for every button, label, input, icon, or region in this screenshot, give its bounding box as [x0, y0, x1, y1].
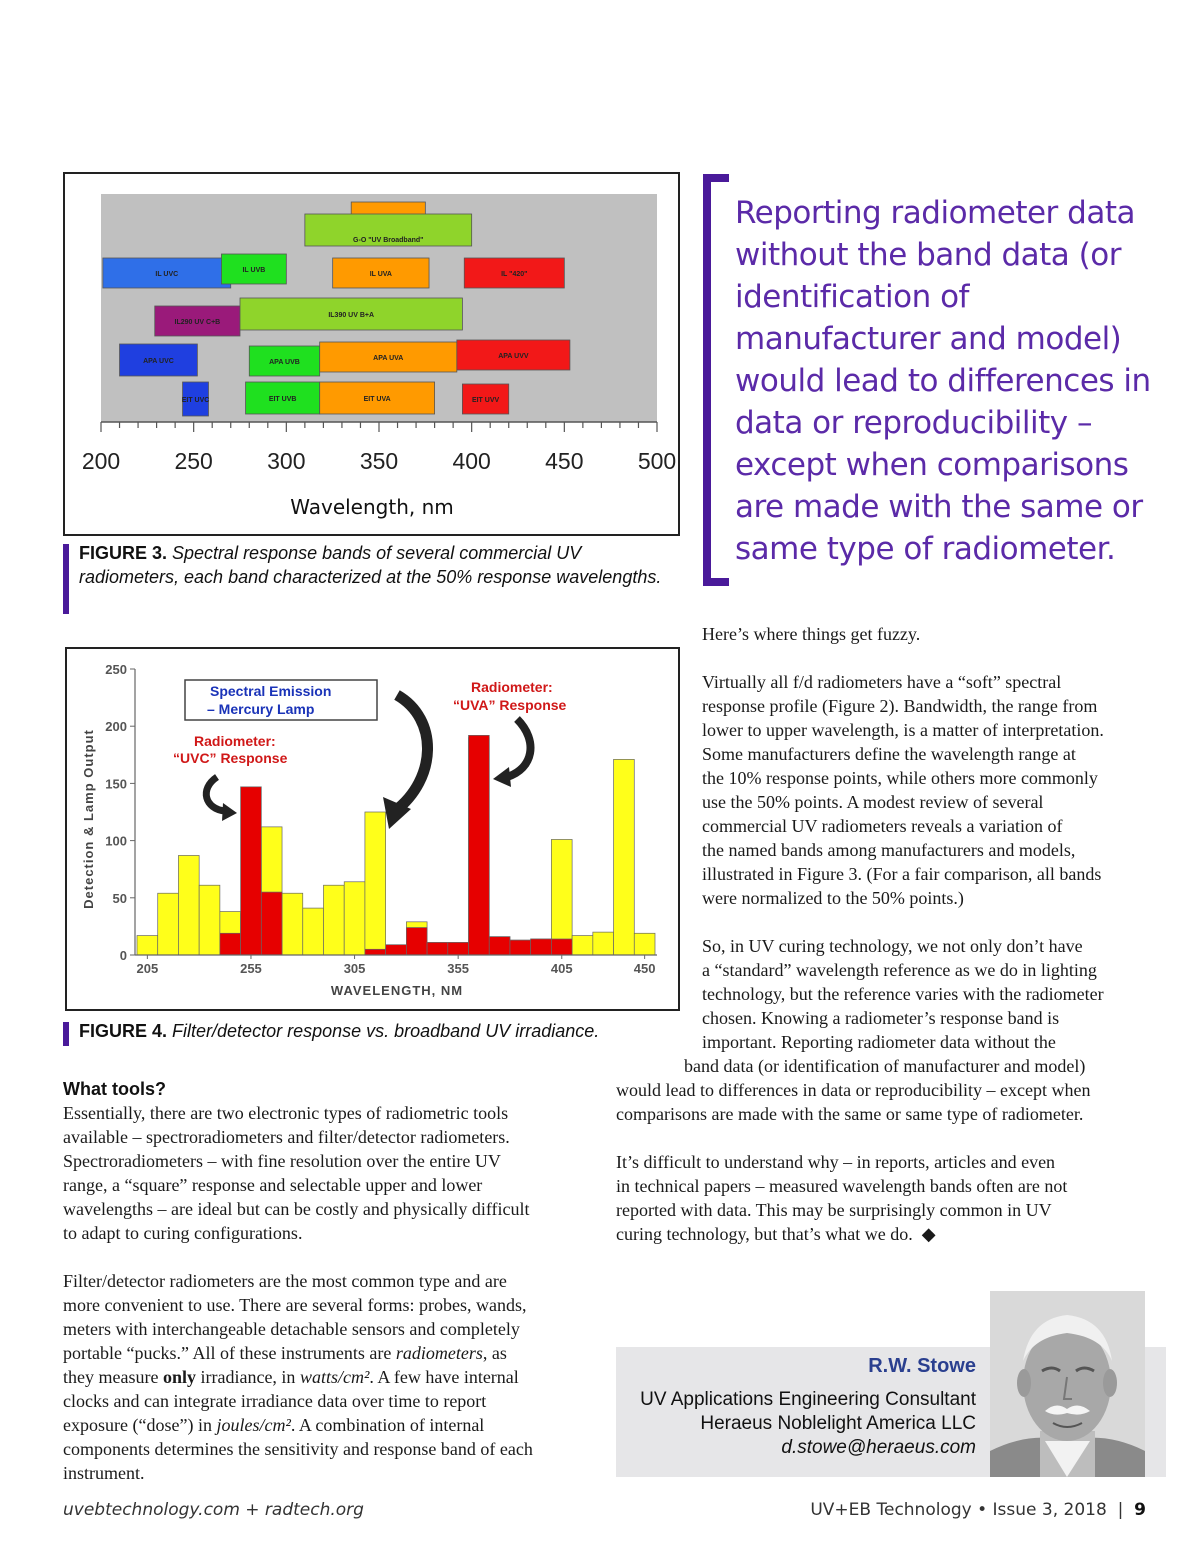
paragraph-standard-reference	[702, 934, 1162, 1054]
band-label: IL UVA	[369, 271, 393, 278]
band-label: EIT UVA	[363, 396, 391, 403]
bar	[365, 949, 386, 955]
text-line: Some manufacturers define the wavelength range at	[702, 744, 1076, 764]
y-tick-label: 0	[119, 948, 127, 963]
bar	[406, 928, 427, 955]
bar	[510, 940, 531, 955]
x-tick-label: 405	[550, 961, 573, 976]
x-axis-label: WAVELENGTH, NM	[330, 983, 464, 998]
bar	[551, 939, 572, 955]
caption-label: FIGURE 4.	[79, 1021, 168, 1041]
footer-websites: uvebtechnology.com + radtech.org	[63, 1500, 364, 1520]
y-tick-label: 50	[112, 890, 127, 906]
text-fragment-italic: radiometers	[395, 1343, 483, 1363]
text-line: Virtually all f/d radiometers have a “soft” spectral	[702, 672, 1062, 692]
footer-issue	[810, 1500, 1146, 1520]
text-line: components determines the sensitivity and response band of each	[63, 1439, 533, 1459]
band-label: APA UVB	[269, 359, 300, 366]
text-line: to adapt to curing configurations.	[63, 1223, 303, 1243]
y-tick-label: 100	[105, 833, 127, 849]
bar	[220, 933, 241, 955]
figure-3-caption	[63, 541, 679, 589]
text-line: wavelengths – are ideal but can be costly and physically difficult	[63, 1199, 530, 1219]
right-column-center-line	[684, 1054, 1164, 1078]
pull-quote-bracket	[703, 174, 729, 586]
text-line: comparisons are made with the same or same type of radiometer.	[616, 1104, 1084, 1124]
x-tick-label: 305	[343, 961, 366, 976]
paragraph-two-types	[63, 1101, 593, 1245]
paragraph-difficult	[616, 1150, 1162, 1246]
y-tick-label: 150	[105, 776, 127, 792]
band-label: G-O "UV Broadband"	[353, 237, 424, 244]
band-label: IL390 UV B+A	[328, 312, 375, 319]
text-line	[616, 1222, 1162, 1246]
y-tick-label: 200	[105, 719, 127, 735]
band-label: APA UVV	[498, 353, 529, 360]
uvc-annotation-2: “UVC” Response	[173, 750, 288, 766]
text-line: It’s difficult to understand why – in reports, articles and even	[616, 1152, 1056, 1172]
legend-line-1: Spectral Emission	[210, 683, 332, 699]
text-line: in technical papers – measured wavelength bands often are not	[616, 1176, 1068, 1196]
figure-4-chart	[67, 649, 678, 1009]
pull-quote	[703, 174, 1163, 592]
pull-quote-text: Reporting radiometer data without the band data (or identification of manufacturer and model) would lead to differences in data or reproducibility – except when comparisons are made with the same or same type of radiometer.	[735, 195, 1151, 567]
text-line: the 10% response points, while others more commonly	[702, 768, 1098, 788]
band-label: IL UVC	[155, 271, 179, 278]
bar	[158, 893, 179, 955]
figure-4	[65, 647, 680, 1011]
text-line: more convenient to use. There are several forms: probes, wands,	[63, 1295, 527, 1315]
author-photo	[990, 1291, 1145, 1477]
footer-separator: |	[1117, 1500, 1124, 1520]
uva-annotation-1: Radiometer:	[471, 679, 553, 695]
text-line: available – spectroradiometers and filter/detector radiometers.	[63, 1127, 510, 1147]
left-column	[63, 1077, 593, 1485]
paragraph-filter-detector	[63, 1269, 593, 1485]
bar	[531, 939, 552, 955]
text-line: meters with interchangeable detachable sensors and completely	[63, 1319, 520, 1339]
x-tick-label: 205	[136, 961, 159, 976]
bar	[572, 936, 593, 955]
band-label: EIT UVV	[471, 397, 500, 404]
text-fragment-bold: only	[162, 1367, 196, 1387]
text-fragment: they measure	[63, 1367, 163, 1387]
footer-publication: UV+EB Technology • Issue 3, 2018	[810, 1500, 1107, 1520]
band-label: EIT UVC	[181, 397, 210, 404]
bar	[593, 932, 614, 955]
paragraph-soft-response	[702, 670, 1162, 910]
text-line: range, a “square” response and selectable upper and lower	[63, 1175, 483, 1195]
bar	[344, 882, 365, 955]
uva-annotation-2: “UVA” Response	[453, 697, 567, 713]
author-portrait-image	[990, 1291, 1145, 1477]
bar	[489, 937, 510, 955]
text-fragment: . A few have internal	[369, 1367, 519, 1387]
x-tick-label: 450	[633, 961, 656, 976]
bar	[282, 893, 303, 955]
x-tick-label: 450	[545, 448, 584, 474]
y-tick-label: 250	[105, 662, 127, 677]
text-line: were normalized to the 50% points.)	[702, 888, 964, 908]
text-line: Spectroradiometers – with fine resolution over the entire UV	[63, 1151, 501, 1171]
band-label: EIT UVB	[268, 396, 297, 403]
text-line: important. Reporting radiometer data without the	[702, 1032, 1056, 1052]
y-axis-label: Detection & Lamp Output	[81, 729, 96, 909]
text-line: technology, but the reference varies with the radiometer	[702, 984, 1104, 1004]
figure-3-chart	[65, 174, 678, 534]
figure-4-caption	[63, 1019, 699, 1043]
text-line: Essentially, there are two electronic types of radiometric tools	[63, 1103, 509, 1123]
x-tick-label: 250	[174, 448, 213, 474]
bar	[448, 942, 469, 955]
bar	[634, 933, 655, 955]
bar	[178, 855, 199, 955]
paragraph-fuzzy: Here’s where things get fuzzy.	[702, 624, 921, 644]
caption-bar	[63, 1022, 69, 1046]
bar	[469, 735, 490, 955]
text-line: would lead to differences in data or reproducibility – except when	[616, 1080, 1091, 1100]
bar	[365, 812, 386, 955]
right-column-top	[702, 622, 1162, 1054]
legend-line-2: – Mercury Lamp	[207, 701, 315, 717]
band-label: APA UVC	[143, 358, 174, 365]
caption-bar	[63, 544, 69, 614]
text-line	[63, 1365, 593, 1389]
bar	[614, 759, 635, 955]
text-fragment-italic: joules/cm²	[216, 1415, 291, 1435]
text-line: a “standard” wavelength reference as we do in lighting	[702, 960, 1097, 980]
x-tick-label: 355	[447, 961, 470, 976]
text-line: reported with data. This may be surprisingly common in UV	[616, 1200, 1052, 1220]
page-number: 9	[1134, 1500, 1146, 1520]
text-fragment: portable “pucks.” All of these instruments are	[63, 1343, 396, 1363]
band-label: IL "420"	[501, 271, 528, 278]
text-line: response profile (Figure 2). Bandwidth, the range from	[702, 696, 1098, 716]
x-tick-label: 255	[240, 961, 262, 976]
text-fragment: , as	[482, 1343, 507, 1363]
right-column-bottom	[616, 1078, 1162, 1270]
text-line: chosen. Knowing a radiometer’s response band is	[702, 1008, 1060, 1028]
bar	[137, 936, 158, 955]
x-tick-label: 500	[637, 448, 677, 474]
caption-text: Spectral response bands of several commercial UV radiometers, each band characterized at the 50% response wavelengths.	[79, 543, 662, 587]
x-axis-label: Wavelength, nm	[290, 495, 454, 519]
x-tick-label: 200	[81, 448, 121, 474]
bar	[551, 839, 572, 955]
band-label: IL290 UV C+B	[174, 319, 221, 326]
caption-text: Filter/detector response vs. broadband UV irradiance.	[172, 1021, 600, 1041]
x-tick-label: 350	[359, 448, 399, 474]
uvc-annotation-1: Radiometer:	[194, 733, 276, 749]
figure-3	[63, 172, 680, 536]
author-company: Heraeus Noblelight America LLC	[700, 1413, 976, 1434]
text-fragment: irradiance, in	[195, 1367, 300, 1387]
text-line: clocks and can integrate irradiance data over time to report	[63, 1391, 487, 1411]
paragraph-wide-continuation	[616, 1078, 1162, 1126]
text-line: Filter/detector radiometers are the most common type and are	[63, 1271, 507, 1291]
text-line	[63, 1341, 593, 1365]
x-tick-label: 400	[452, 448, 491, 474]
text-line: use the 50% points. A modest review of several	[702, 792, 1044, 812]
bar	[199, 885, 220, 955]
x-tick-label: 300	[267, 448, 306, 474]
text-line	[63, 1413, 593, 1437]
text-line: instrument.	[63, 1463, 145, 1483]
author-title: UV Applications Engineering Consultant	[640, 1389, 976, 1410]
text-line: So, in UV curing technology, we not only don’t have	[702, 936, 1083, 956]
band-label: IL UVB	[242, 267, 266, 274]
bar	[427, 942, 448, 955]
text-line: band data (or identification of manufacturer and model)	[684, 1056, 1086, 1076]
bar	[303, 908, 324, 955]
text-fragment: curing technology, but that’s what we do.	[616, 1224, 913, 1244]
author-email: d.stowe@heraeus.com	[781, 1437, 976, 1458]
bar	[323, 885, 344, 955]
text-fragment: exposure (“dose”) in	[63, 1415, 217, 1435]
text-line: the named bands among manufacturers and models,	[702, 840, 1076, 860]
end-mark-icon: ◆	[921, 1224, 936, 1244]
caption-label: FIGURE 3.	[79, 543, 168, 563]
text-line: lower to upper wavelength, is a matter of interpretation.	[702, 720, 1104, 740]
bar	[386, 945, 407, 955]
author-name: R.W. Stowe	[868, 1355, 976, 1377]
text-line: illustrated in Figure 3. (For a fair comparison, all bands	[702, 864, 1102, 884]
bar	[241, 787, 262, 955]
text-fragment-italic: watts/cm²	[299, 1367, 370, 1387]
bar	[261, 892, 282, 955]
text-line: commercial UV radiometers reveals a variation of	[702, 816, 1063, 836]
text-fragment: . A combination of internal	[290, 1415, 485, 1435]
band-label: APA UVA	[373, 355, 404, 362]
section-heading: What tools?	[63, 1079, 166, 1099]
